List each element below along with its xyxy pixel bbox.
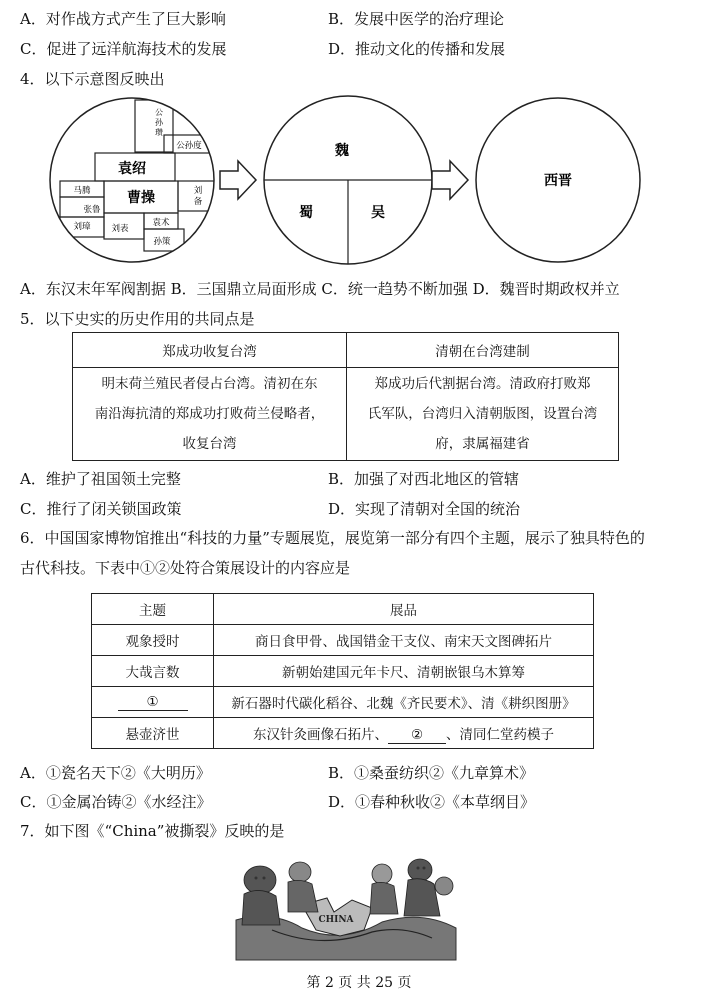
label-shu: 蜀 [299,205,313,221]
q6-option-a: A．①瓷名天下②《大明历》 [20,764,211,782]
q6-stem-line2: 古代科技。下表中①②处符合策展设计的内容应是 [20,559,351,577]
q5-table [72,332,619,461]
blank-1: ① [118,694,188,711]
q5-cell-1: 明末荷兰殖民者侵占台湾。清初在东 南沿海抗清的郑成功打败荷兰侵略者， 收复台湾 [73,368,347,461]
q5-header-1: 郑成功收复台湾 [73,333,347,368]
western-jin-circle [476,98,640,262]
q5-option-d: D．实现了清朝对全国的统治 [328,500,521,518]
q7-stem: 7．如下图《“China”被撕裂》反映的是 [20,822,285,840]
table-row: 悬壶济世 东汉针灸画像石拓片、 ② 、清同仁堂药模子 [92,718,594,749]
q6-header-items: 展品 [214,594,594,625]
q6-option-c: C．①金属冶铸②《水经注》 [20,793,212,811]
label-wu: 吴 [371,205,385,221]
q4-options: A．东汉末年军阀割据 B．三国鼎立局面形成 C．统一趋势不断加强 D．魏晋时期政权并立 [20,280,620,298]
q5-option-b: B．加强了对西北地区的管辖 [328,470,520,488]
label-yuanshao: 袁绍 [118,161,146,177]
q6-header-theme: 主题 [92,594,214,625]
q4-diagram [40,95,660,270]
label-yuanshu: 袁术 [152,218,170,228]
label-zhanglu: 张鲁 [83,205,101,215]
arrow-right-icon [220,161,256,199]
label-sunce: 孙策 [153,237,171,247]
page-footer: 第 2 页 共 25 页 [306,975,412,991]
q5-stem: 5．以下史实的历史作用的共同点是 [20,310,255,328]
three-kingdoms-circle [264,96,432,264]
label-mateng: 马腾 [73,186,91,196]
q3-option-a: A．对作战方式产生了巨大影响 [20,10,226,28]
label-liubei: 刘备 [193,186,203,207]
label-wei: 魏 [335,143,349,159]
q3-option-d: D．推动文化的传播和发展 [328,40,506,58]
cartoon-caption: CHINA [318,915,354,925]
q4-stem: 4．以下示意图反映出 [20,70,165,88]
q5-cell-2: 郑成功后代割据台湾。清政府打败郑 氏军队，台湾归入清朝版图，设置台湾 府，隶属福建省 [347,368,619,461]
label-liubiao: 刘表 [111,224,129,234]
q6-option-b: B．①桑蚕纺织②《九章算术》 [328,764,535,782]
arrow-right-icon [432,161,468,199]
label-gongsundu: 公孙度 [176,141,202,151]
label-caocao: 曹操 [127,190,155,206]
label-liuzhang: 刘璋 [73,222,91,232]
blank-2: ② [388,727,446,744]
table-row: 大哉言数 新朝始建国元年卡尺、清朝嵌银乌木算筹 [92,656,594,687]
warlords-circle [50,98,218,262]
q5-header-2: 清朝在台湾建制 [347,333,619,368]
q5-option-a: A．维护了祖国领土完整 [20,470,181,488]
label-gongsunzan: 公孙瓒 [155,108,163,137]
table-row: 观象授时 商日食甲骨、战国错金干支仪、南宋天文图碑拓片 [92,625,594,656]
table-row: ① 新石器时代碳化稻谷、北魏《齐民要术》、清《耕织图册》 [92,687,594,718]
q3-option-b: B．发展中医学的治疗理论 [328,10,505,28]
q5-option-c: C．推行了闭关锁国政策 [20,500,182,518]
q6-stem-line1: 6．中国国家博物馆推出“科技的力量”专题展览，展览第一部分有四个主题，展示了独具特色的 [20,529,645,547]
label-xijin: 西晋 [544,173,572,189]
q3-option-c: C．促进了远洋航海技术的发展 [20,40,227,58]
q6-table [91,593,594,749]
q6-option-d: D．①春种秋收②《本草纲目》 [328,793,536,811]
china-torn-cartoon [232,850,460,963]
